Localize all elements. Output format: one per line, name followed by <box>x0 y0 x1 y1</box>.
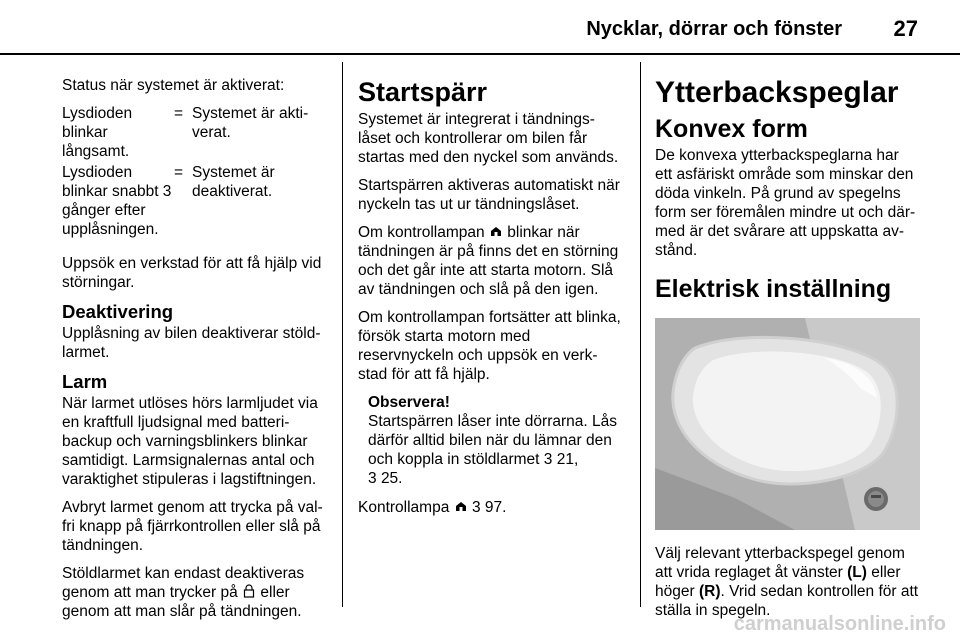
workshop-text: Uppsök en verkstad för att få hjälp vid störningar. <box>62 255 322 291</box>
column-divider-2 <box>640 62 641 607</box>
note-title: Observera! <box>368 394 450 411</box>
note-ref-1[interactable]: 21, <box>556 451 579 468</box>
status-intro: Status när systemet är aktiverat: <box>62 77 285 94</box>
lamp-line <box>358 498 626 517</box>
mirrors-heading: Ytterbackspeglar <box>655 76 899 109</box>
immobiliser-p3a: Om kontrollampan <box>358 224 485 241</box>
page-number: 27 <box>893 16 918 41</box>
page-title: Nycklar, dörrar och fönster <box>586 18 842 40</box>
deactivation-heading: Deaktivering <box>62 301 174 322</box>
status-desc-2: Systemet är deaktiverat. <box>192 164 275 200</box>
alarm-heading: Larm <box>62 371 108 392</box>
header-divider <box>0 53 960 55</box>
electric-text-c: . Vrid sedan kontrollen för att ställa in spegeln. <box>655 583 919 619</box>
electric-text-b: eller höger <box>655 564 901 600</box>
lamp-label: Kontrollampa <box>358 499 450 516</box>
lock-icon <box>242 584 256 598</box>
alarm-text-2: Avbryt larmet genom att trycka på val-fri knapp på fjärrkontrollen eller slå på tändningen. <box>62 499 323 554</box>
column-divider-1 <box>342 62 343 607</box>
column-middle <box>358 76 626 526</box>
alarm-text-3 <box>62 564 326 621</box>
status-desc-1: Systemet är akti-verat. <box>192 105 309 141</box>
immobiliser-heading: Startspärr <box>358 77 488 107</box>
immobiliser-lamp-icon <box>489 224 503 238</box>
electric-text-a: Välj relevant ytterbackspegel genom att vrida reglaget åt vänster <box>655 545 905 581</box>
status-led-2: Lysdioden blinkar snabbt 3 gånger efter upplåsningen. <box>62 164 172 238</box>
immobiliser-p1: Systemet är integrerat i tändnings-låset och kontrollerar om bilen får startas med den nyckel som används. <box>358 111 619 166</box>
immobiliser-p3b: blinkar när tändningen är på finns det en störning och det går inte att starta motorn. Slå av tändningen och slå på den igen. <box>358 224 619 298</box>
status-eq-1: = <box>174 105 184 122</box>
electric-heading: Elektrisk inställning <box>655 275 892 303</box>
note-box <box>368 393 626 488</box>
note-ref-2[interactable]: 25. <box>380 470 403 487</box>
reference-arrow-icon: 3 <box>543 451 553 468</box>
deactivation-text: Upplåsning av bilen deaktiverar stöld-larmet. <box>62 325 321 361</box>
left-label: (L) <box>847 564 867 581</box>
reference-arrow-icon: 3 <box>471 499 481 516</box>
right-label: (R) <box>698 583 721 600</box>
note-text <box>368 412 626 488</box>
lamp-ref[interactable]: 97. <box>484 499 507 516</box>
column-left <box>62 76 326 630</box>
reference-arrow-icon: 3 <box>368 470 377 487</box>
alarm-text-3b: eller genom att man slår på tändningen. <box>62 584 302 620</box>
convex-heading: Konvex form <box>655 115 808 143</box>
alarm-text-1: När larmet utlöses hörs larmljudet via en kraftfull ljudsignal med batteri-backup och varningsblinkers blinkar samtidigt. Larmsignalernas antal och varaktighet stipuleras i lagstiftningen. <box>62 395 318 488</box>
column-right <box>655 76 920 629</box>
immobiliser-lamp-icon <box>454 499 468 513</box>
mirror-adjustment-image <box>655 318 920 530</box>
status-table <box>62 104 326 241</box>
convex-text: De konvexa ytterbackspeglarna har ett asfäriskt område som minskar den döda vinkeln. På grund av spegelns form ser föremålen mindre ut och där-med är det svårare att uppskatta av-stånd. <box>655 147 916 259</box>
status-led-1: Lysdioden blinkar långsamt. <box>62 105 133 160</box>
alarm-text-3a: Stöldlarmet kan endast deaktiveras genom att man trycker på <box>62 565 305 601</box>
immobiliser-p2: Startspärren aktiveras automatiskt när nyckeln tas ut ur tändningslåset. <box>358 177 620 213</box>
note-body: Startspärren låser inte dörrarna. Lås därför alltid bilen när du lämnar den och koppla in stöldlarmet <box>368 413 617 468</box>
electric-text <box>655 544 920 620</box>
immobiliser-p3 <box>358 223 626 299</box>
watermark: carmanualsonline.info <box>733 613 946 635</box>
status-eq-2: = <box>174 164 184 181</box>
immobiliser-p4: Om kontrollampan fortsätter att blinka, försök starta motorn med reservnyckeln och uppsök en verk-stad för att få hjälp. <box>358 309 621 383</box>
